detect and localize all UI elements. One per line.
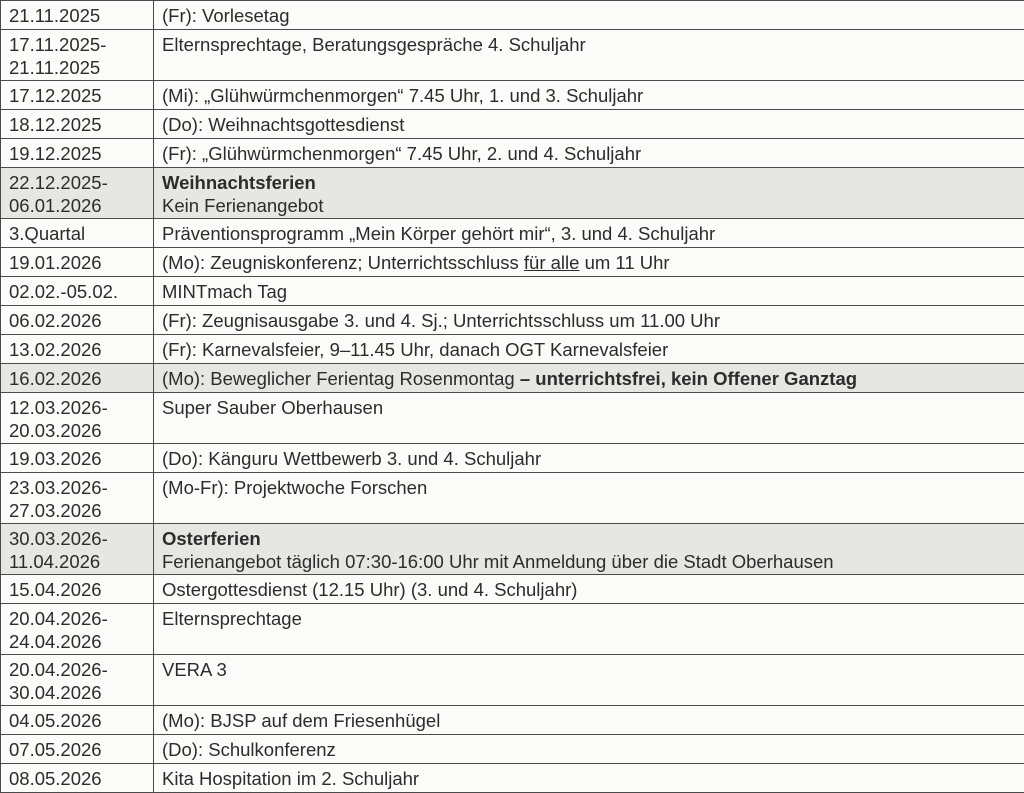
date-line: 22.12.2025- <box>9 171 153 194</box>
description-cell <box>154 306 1024 335</box>
date-line: 17.12.2025 <box>9 84 153 107</box>
date-line: 13.02.2026 <box>9 338 153 361</box>
date-cell <box>1 168 154 219</box>
description-line <box>162 139 1024 165</box>
table-row <box>1 81 1024 110</box>
description-text: (Do): Schulkonferenz <box>162 739 336 760</box>
date-cell <box>1 139 154 168</box>
description-line <box>162 524 1024 550</box>
table-row <box>1 335 1024 364</box>
description-text: Super Sauber Oberhausen <box>162 397 383 418</box>
emphasis-text: Weihnachtsferien <box>162 172 316 193</box>
description-line <box>162 110 1024 136</box>
description-line <box>162 168 1024 194</box>
date-line: 23.03.2026- <box>9 476 153 499</box>
date-line: 30.03.2026- <box>9 527 153 550</box>
description-text: (Do): Weihnachtsgottesdienst <box>162 114 404 135</box>
description-text: Kita Hospitation im 2. Schuljahr <box>162 768 419 789</box>
date-cell <box>1 473 154 524</box>
date-line: 12.03.2026- <box>9 396 153 419</box>
description-line <box>162 735 1024 761</box>
description-line <box>162 1 1024 27</box>
description-cell <box>154 444 1024 473</box>
description-cell <box>154 248 1024 277</box>
date-cell <box>1 81 154 110</box>
description-text: Elternsprechtage, Beratungsgespräche 4. Schuljahr <box>162 34 586 55</box>
date-line: 24.04.2026 <box>9 630 153 653</box>
table-row <box>1 524 1024 575</box>
table-row <box>1 393 1024 444</box>
description-cell <box>154 655 1024 706</box>
table-row <box>1 604 1024 655</box>
description-cell <box>154 764 1024 793</box>
description-cell <box>154 393 1024 444</box>
description-text: MINTmach Tag <box>162 281 287 302</box>
date-cell <box>1 30 154 81</box>
date-cell <box>1 277 154 306</box>
table-row <box>1 444 1024 473</box>
description-text: (Mo): BJSP auf dem Friesenhügel <box>162 710 440 731</box>
description-line <box>162 219 1024 245</box>
description-cell <box>154 364 1024 393</box>
description-line <box>162 81 1024 107</box>
date-cell <box>1 764 154 793</box>
description-line <box>162 604 1024 630</box>
table-row <box>1 139 1024 168</box>
date-cell <box>1 306 154 335</box>
date-line: 20.04.2026- <box>9 607 153 630</box>
description-text: (Mo-Fr): Projektwoche Forschen <box>162 477 427 498</box>
date-line: 19.01.2026 <box>9 251 153 274</box>
table-row <box>1 764 1024 793</box>
emphasis-text: Osterferien <box>162 528 261 549</box>
date-cell <box>1 444 154 473</box>
description-line <box>162 335 1024 361</box>
description-text: Ostergottesdienst (12.15 Uhr) (3. und 4. Schuljahr) <box>162 579 577 600</box>
description-cell <box>154 30 1024 81</box>
table-row <box>1 306 1024 335</box>
date-cell <box>1 604 154 655</box>
date-cell <box>1 219 154 248</box>
description-text: (Fr): „Glühwürmchenmorgen“ 7.45 Uhr, 2. und 4. Schuljahr <box>162 143 641 164</box>
date-line: 21.11.2025 <box>9 56 153 79</box>
description-line <box>162 575 1024 601</box>
date-line: 02.02.-05.02. <box>9 280 153 303</box>
date-line: 20.04.2026- <box>9 658 153 681</box>
date-line: 30.04.2026 <box>9 681 153 704</box>
table-row <box>1 168 1024 219</box>
date-line: 27.03.2026 <box>9 499 153 522</box>
date-line: 20.03.2026 <box>9 419 153 442</box>
date-line: 06.02.2026 <box>9 309 153 332</box>
date-cell <box>1 575 154 604</box>
date-line: 19.03.2026 <box>9 447 153 470</box>
date-cell <box>1 248 154 277</box>
underlined-text: für alle <box>524 252 580 273</box>
date-line: 04.05.2026 <box>9 709 153 732</box>
description-line <box>162 473 1024 499</box>
table-row <box>1 473 1024 524</box>
table-row <box>1 655 1024 706</box>
date-cell <box>1 1 154 30</box>
description-text: Präventionsprogramm „Mein Körper gehört mir“, 3. und 4. Schuljahr <box>162 223 715 244</box>
description-line <box>162 277 1024 303</box>
description-text: Ferienangebot täglich 07:30-16:00 Uhr mit Anmeldung über die Stadt Oberhausen <box>162 551 834 572</box>
description-text: (Fr): Karnevalsfeier, 9–11.45 Uhr, danach OGT Karnevalsfeier <box>162 339 668 360</box>
description-text: Kein Ferienangebot <box>162 195 323 216</box>
date-line: 15.04.2026 <box>9 578 153 601</box>
table-row <box>1 575 1024 604</box>
description-line <box>162 248 1024 274</box>
table-row <box>1 364 1024 393</box>
date-cell <box>1 335 154 364</box>
date-line: 21.11.2025 <box>9 4 153 27</box>
description-line <box>162 364 1024 390</box>
date-line: 3.Quartal <box>9 222 153 245</box>
table-row <box>1 248 1024 277</box>
description-line <box>162 194 1024 217</box>
description-cell <box>154 81 1024 110</box>
description-text: um 11 Uhr <box>579 252 669 273</box>
date-line: 11.04.2026 <box>9 550 153 573</box>
date-line: 16.02.2026 <box>9 367 153 390</box>
table-row <box>1 277 1024 306</box>
description-text: (Mi): „Glühwürmchenmorgen“ 7.45 Uhr, 1. und 3. Schuljahr <box>162 85 643 106</box>
description-cell <box>154 604 1024 655</box>
description-text: (Mo): Beweglicher Ferientag Rosenmontag <box>162 368 520 389</box>
description-text: (Mo): Zeugniskonferenz; Unterrichtsschluss <box>162 252 524 273</box>
schedule-body <box>1 1 1024 793</box>
description-line <box>162 30 1024 56</box>
description-line <box>162 764 1024 790</box>
date-cell <box>1 393 154 444</box>
description-line <box>162 655 1024 681</box>
emphasis-text: – unterrichtsfrei, kein Offener Ganztag <box>520 368 857 389</box>
description-line <box>162 706 1024 732</box>
date-line: 19.12.2025 <box>9 142 153 165</box>
description-cell <box>154 473 1024 524</box>
date-cell <box>1 524 154 575</box>
table-row <box>1 110 1024 139</box>
description-text: (Fr): Vorlesetag <box>162 5 290 26</box>
description-cell <box>154 219 1024 248</box>
description-text: VERA 3 <box>162 659 227 680</box>
table-row <box>1 706 1024 735</box>
table-row <box>1 219 1024 248</box>
description-text: (Fr): Zeugnisausgabe 3. und 4. Sj.; Unterrichtsschluss um 11.00 Uhr <box>162 310 720 331</box>
description-cell <box>154 706 1024 735</box>
description-cell <box>154 524 1024 575</box>
date-cell <box>1 110 154 139</box>
description-cell <box>154 575 1024 604</box>
description-text: (Do): Känguru Wettbewerb 3. und 4. Schuljahr <box>162 448 541 469</box>
table-row <box>1 1 1024 30</box>
date-cell <box>1 706 154 735</box>
description-cell <box>154 735 1024 764</box>
date-line: 06.01.2026 <box>9 194 153 217</box>
table-row <box>1 30 1024 81</box>
description-cell <box>154 139 1024 168</box>
description-text: Elternsprechtage <box>162 608 302 629</box>
description-cell <box>154 277 1024 306</box>
description-line <box>162 444 1024 470</box>
table-row <box>1 735 1024 764</box>
description-cell <box>154 335 1024 364</box>
date-line: 08.05.2026 <box>9 767 153 790</box>
date-cell <box>1 364 154 393</box>
description-line <box>162 550 1024 573</box>
description-line <box>162 306 1024 332</box>
description-line <box>162 393 1024 419</box>
description-cell <box>154 168 1024 219</box>
date-cell <box>1 655 154 706</box>
date-line: 18.12.2025 <box>9 113 153 136</box>
description-cell <box>154 1 1024 30</box>
date-line: 07.05.2026 <box>9 738 153 761</box>
description-cell <box>154 110 1024 139</box>
date-cell <box>1 735 154 764</box>
date-line: 17.11.2025- <box>9 33 153 56</box>
